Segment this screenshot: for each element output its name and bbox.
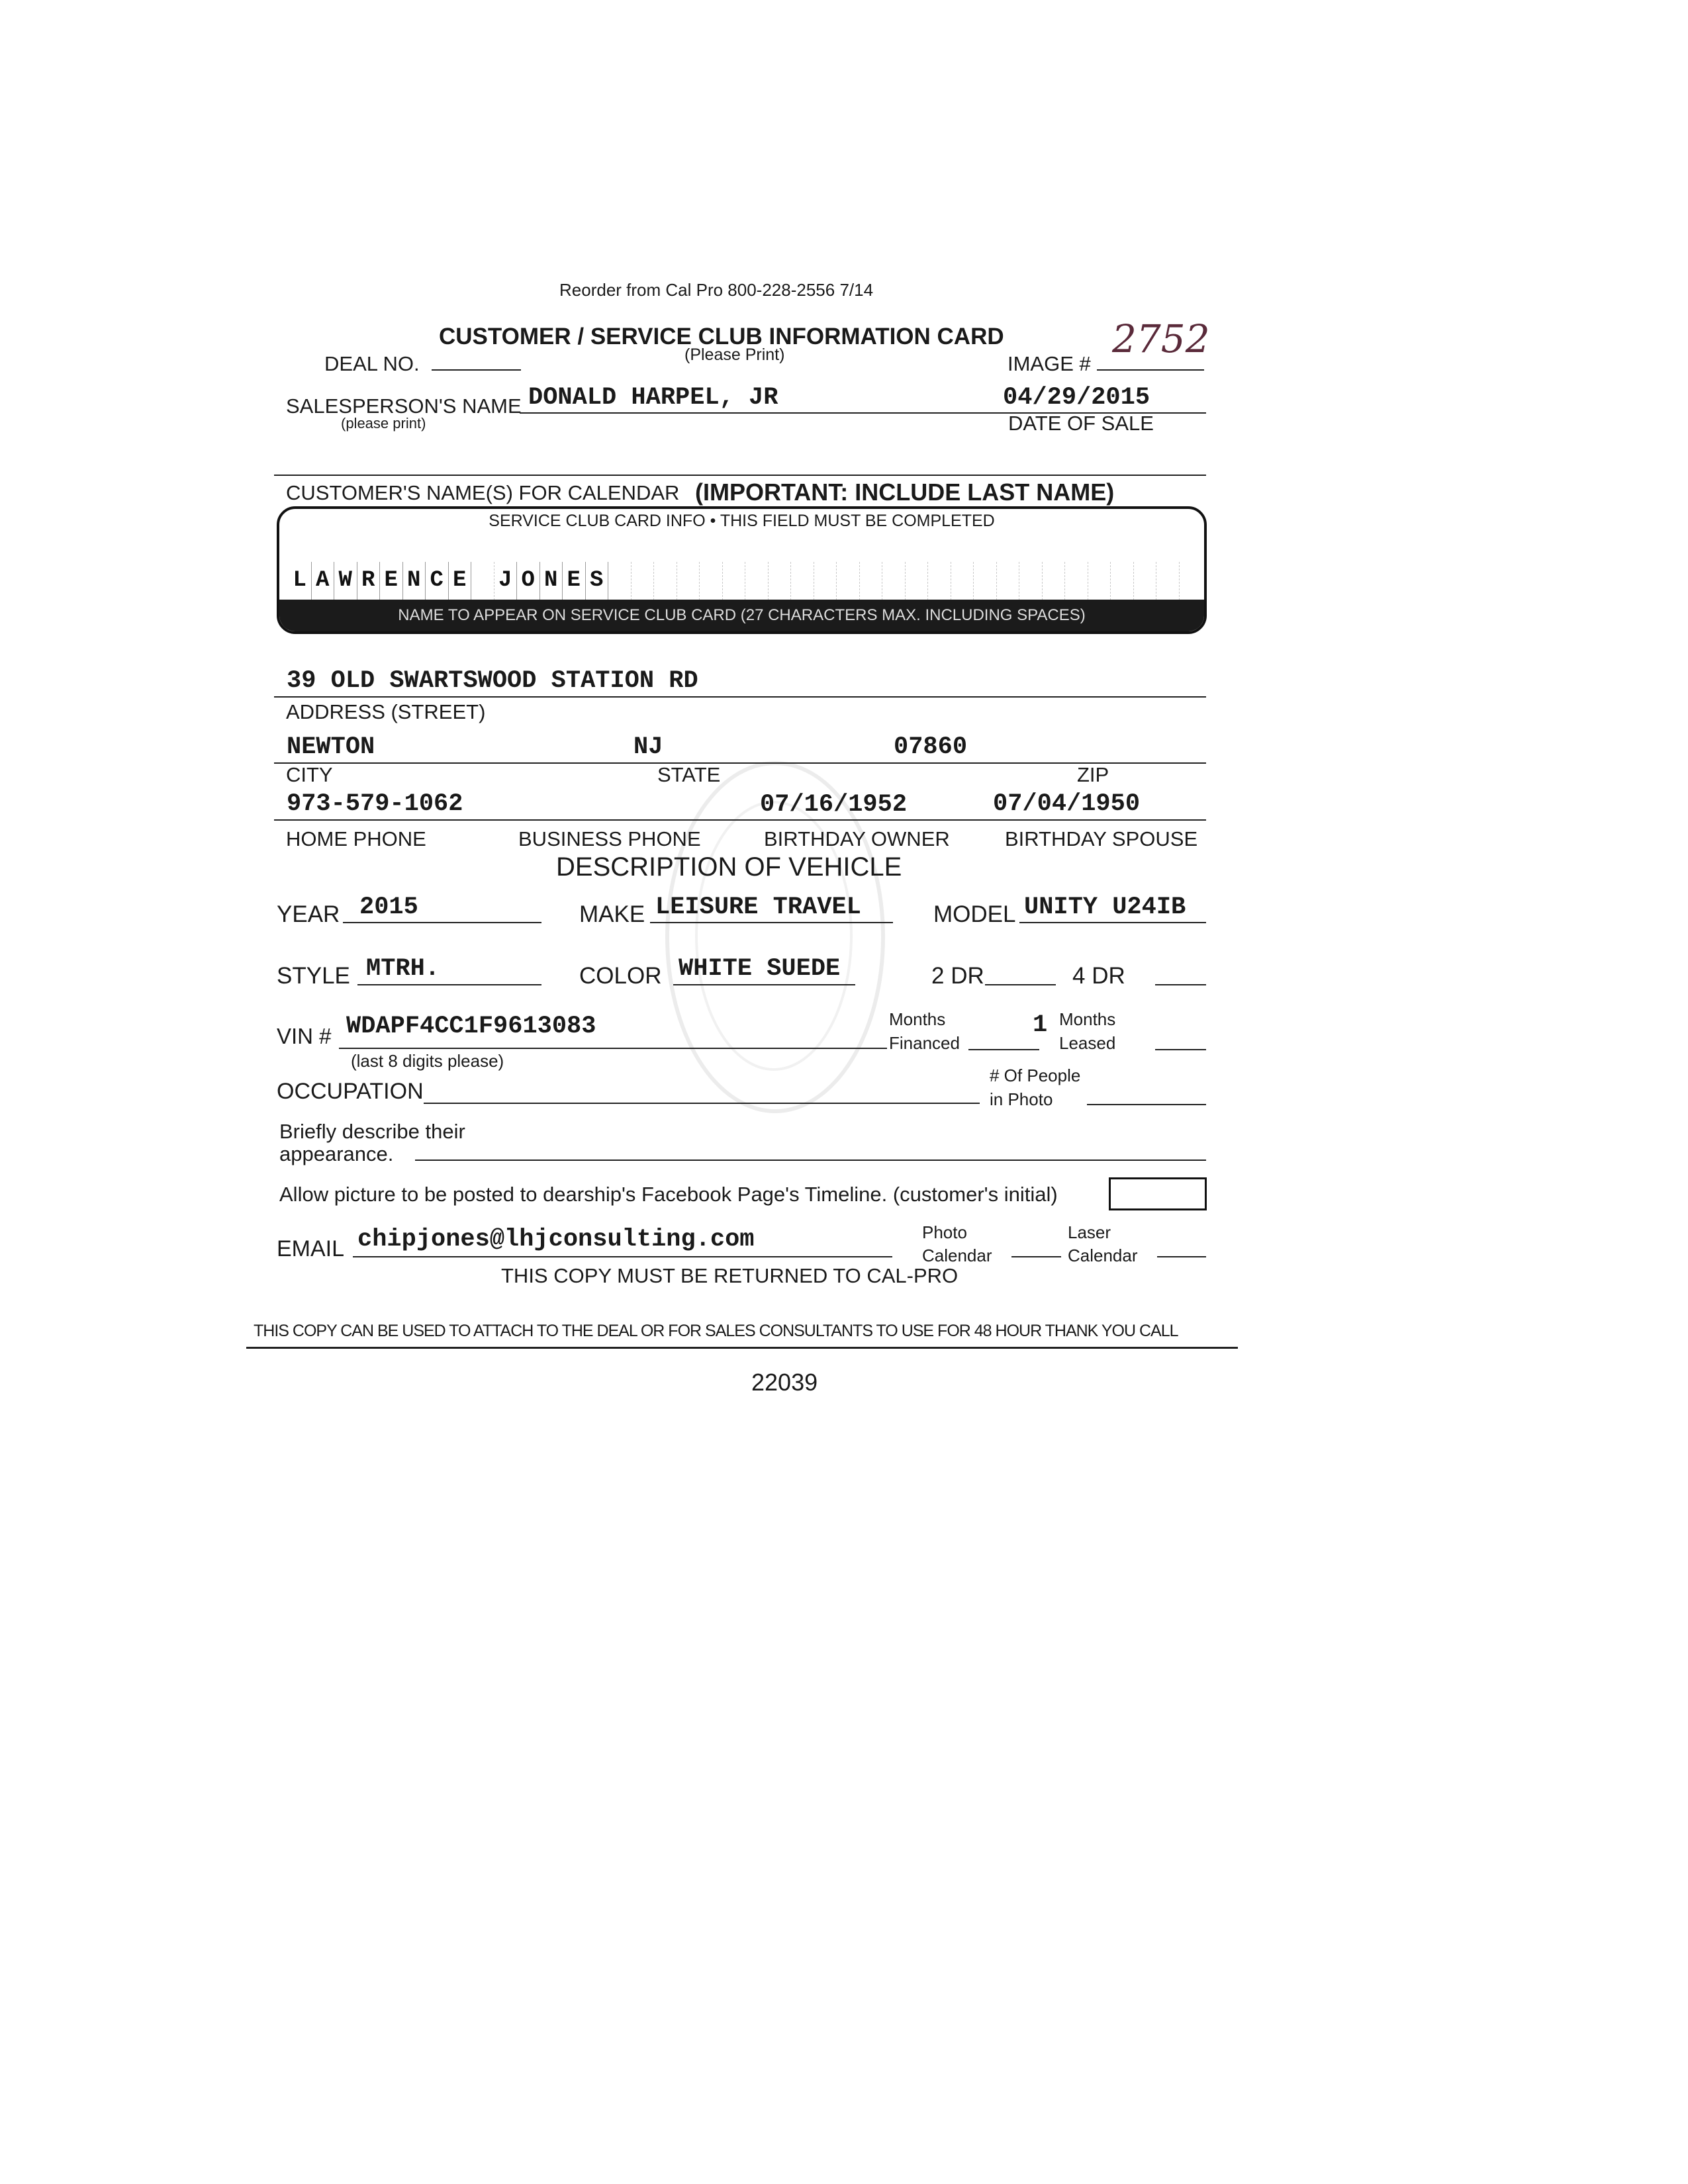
name-letter-cell bbox=[1019, 562, 1043, 600]
name-letter-cell: L bbox=[289, 562, 312, 600]
describe-label-2: appearance. bbox=[279, 1142, 394, 1165]
state-value: NJ bbox=[633, 733, 663, 761]
months-financed-label-top: Months bbox=[889, 1009, 946, 1029]
make-value: LEISURE TRAVEL bbox=[655, 893, 861, 921]
email-line bbox=[353, 1256, 892, 1257]
name-letter-cell bbox=[1156, 562, 1180, 600]
zip-value: 07860 bbox=[894, 733, 968, 761]
name-letter-cell bbox=[974, 562, 997, 600]
home-phone-label: HOME PHONE bbox=[286, 827, 426, 850]
describe-label-1: Briefly describe their bbox=[279, 1120, 465, 1143]
people-in-photo-label-1: # Of People bbox=[990, 1066, 1081, 1085]
street-line bbox=[274, 696, 1206, 698]
name-letter-cell bbox=[791, 562, 814, 600]
name-letter-cell bbox=[837, 562, 860, 600]
salesperson-sublabel: (please print) bbox=[341, 415, 426, 432]
name-letter-cell: E bbox=[563, 562, 586, 600]
state-label: STATE bbox=[657, 763, 721, 786]
name-letter-cell: N bbox=[540, 562, 563, 600]
please-print-note: (Please Print) bbox=[684, 345, 785, 364]
phone-line bbox=[274, 819, 1206, 821]
model-line bbox=[1019, 922, 1206, 923]
form-title: CUSTOMER / SERVICE CLUB INFORMATION CARD bbox=[439, 324, 1004, 349]
name-letter-cell bbox=[1065, 562, 1088, 600]
name-letter-cell: S bbox=[586, 562, 609, 600]
laser-calendar-line bbox=[1157, 1256, 1206, 1257]
months-financed-line bbox=[968, 1049, 1039, 1050]
four-door-line bbox=[1155, 984, 1206, 985]
city-label: CITY bbox=[286, 763, 333, 786]
color-line bbox=[673, 984, 855, 985]
name-letter-cell: R bbox=[357, 562, 381, 600]
footer-line bbox=[246, 1347, 1238, 1349]
business-phone-label: BUSINESS PHONE bbox=[518, 827, 701, 850]
email-label: EMAIL bbox=[277, 1236, 345, 1261]
photo-calendar-line bbox=[1011, 1256, 1061, 1257]
year-line bbox=[343, 922, 541, 923]
months-leased-label-top: Months bbox=[1059, 1009, 1116, 1029]
name-instruction-bar bbox=[279, 600, 1204, 631]
vin-value: WDAPF4CC1F9613083 bbox=[346, 1013, 596, 1040]
street-label: ADDRESS (STREET) bbox=[286, 700, 486, 723]
city-line bbox=[274, 762, 1206, 764]
birthday-owner-label: BIRTHDAY OWNER bbox=[764, 827, 950, 850]
street-value: 39 OLD SWARTSWOOD STATION RD bbox=[287, 667, 698, 695]
name-letter-cell: W bbox=[334, 562, 357, 600]
calendar-name-important: (IMPORTANT: INCLUDE LAST NAME) bbox=[695, 478, 1115, 506]
name-letter-cell: E bbox=[380, 562, 403, 600]
months-financed-label: Financed bbox=[889, 1033, 960, 1053]
image-no-line bbox=[1097, 369, 1204, 371]
name-letter-cell bbox=[632, 562, 655, 600]
name-letter-cell bbox=[1111, 562, 1134, 600]
make-line bbox=[650, 922, 893, 923]
name-letter-cell: E bbox=[449, 562, 472, 600]
facebook-consent-label: Allow picture to be posted to dearship's Facebook Page's Timeline. (customer's initial) bbox=[279, 1183, 1058, 1206]
name-letter-cell bbox=[769, 562, 792, 600]
birthday-spouse-label: BIRTHDAY SPOUSE bbox=[1005, 827, 1198, 850]
birthday-owner-value: 07/16/1952 bbox=[760, 791, 908, 819]
people-in-photo-label-2: in Photo bbox=[990, 1089, 1053, 1109]
name-letter-cell: J bbox=[494, 562, 518, 600]
name-letter-cell bbox=[951, 562, 974, 600]
model-label: MODEL bbox=[933, 901, 1016, 927]
deal-no-line bbox=[432, 369, 521, 371]
make-label: MAKE bbox=[579, 901, 645, 927]
people-in-photo-line bbox=[1087, 1104, 1206, 1105]
year-label: YEAR bbox=[277, 901, 340, 927]
reorder-note: Reorder from Cal Pro 800-228-2556 7/14 bbox=[559, 280, 874, 300]
four-door-label: 4 DR bbox=[1072, 963, 1125, 989]
describe-line bbox=[415, 1160, 1206, 1161]
image-no-handwritten: 2752 bbox=[1112, 316, 1210, 361]
two-door-line bbox=[985, 984, 1056, 985]
photo-calendar-label-top: Photo bbox=[922, 1222, 967, 1242]
vehicle-heading: DESCRIPTION OF VEHICLE bbox=[556, 852, 902, 882]
occupation-label: OCCUPATION bbox=[277, 1079, 424, 1104]
name-letter-cell bbox=[997, 562, 1020, 600]
name-letter-cell bbox=[471, 562, 494, 600]
date-of-sale-label: DATE OF SALE bbox=[1008, 412, 1154, 435]
name-letter-cell bbox=[677, 562, 700, 600]
salesperson-label: SALESPERSON'S NAME bbox=[286, 394, 522, 418]
name-letter-cell bbox=[700, 562, 723, 600]
months-leased-label: Leased bbox=[1059, 1033, 1116, 1053]
color-label: COLOR bbox=[579, 963, 662, 989]
photo-calendar-label: Calendar bbox=[922, 1246, 992, 1265]
year-value: 2015 bbox=[359, 893, 418, 921]
name-letter-cells bbox=[289, 562, 1180, 600]
style-line bbox=[357, 984, 541, 985]
model-value: UNITY U24IB bbox=[1024, 893, 1186, 921]
name-letter-cell bbox=[745, 562, 769, 600]
calendar-name-label: CUSTOMER'S NAME(S) FOR CALENDAR bbox=[286, 481, 680, 504]
service-club-box-title: SERVICE CLUB CARD INFO • THIS FIELD MUST BE COMPLETED bbox=[489, 512, 995, 530]
months-leased-line bbox=[1155, 1049, 1206, 1050]
style-value: MTRH. bbox=[366, 955, 440, 983]
city-value: NEWTON bbox=[287, 733, 375, 761]
email-value: chipjones@lhjconsulting.com bbox=[357, 1226, 755, 1253]
name-letter-cell: O bbox=[517, 562, 540, 600]
name-letter-cell bbox=[1134, 562, 1157, 600]
vin-line bbox=[339, 1048, 887, 1049]
laser-calendar-label-top: Laser bbox=[1068, 1222, 1111, 1242]
name-letter-cell bbox=[928, 562, 951, 600]
name-letter-cell: A bbox=[312, 562, 335, 600]
name-letter-cell bbox=[723, 562, 746, 600]
style-label: STYLE bbox=[277, 963, 350, 989]
home-phone-value: 973-579-1062 bbox=[287, 790, 463, 818]
vin-note: (last 8 digits please) bbox=[351, 1051, 504, 1071]
name-letter-cell: C bbox=[426, 562, 449, 600]
deal-no-label: DEAL NO. bbox=[324, 352, 420, 375]
two-door-label: 2 DR bbox=[931, 963, 984, 989]
service-club-name-box bbox=[277, 506, 1207, 634]
section-divider bbox=[274, 475, 1206, 476]
image-no-label: IMAGE # bbox=[1008, 352, 1091, 375]
zip-label: ZIP bbox=[1077, 763, 1109, 786]
name-letter-cell bbox=[860, 562, 883, 600]
return-note: THIS COPY MUST BE RETURNED TO CAL-PRO bbox=[501, 1264, 959, 1287]
date-of-sale-value: 04/29/2015 bbox=[1003, 384, 1150, 412]
color-value: WHITE SUEDE bbox=[679, 955, 841, 983]
months-leased-value: 1 bbox=[1033, 1011, 1048, 1039]
name-letter-cell bbox=[654, 562, 677, 600]
name-letter-cell: N bbox=[403, 562, 426, 600]
name-letter-cell bbox=[814, 562, 837, 600]
footer-note: THIS COPY CAN BE USED TO ATTACH TO THE DEAL OR FOR SALES CONSULTANTS TO USE FOR 48 HOUR THANK YOU CALL bbox=[254, 1322, 1178, 1340]
name-letter-cell bbox=[1043, 562, 1066, 600]
name-letter-cell bbox=[906, 562, 929, 600]
birthday-spouse-value: 07/04/1950 bbox=[993, 790, 1141, 818]
name-letter-cell bbox=[1088, 562, 1111, 600]
salesperson-value: DONALD HARPEL, JR bbox=[528, 384, 778, 412]
occupation-line bbox=[424, 1103, 980, 1104]
name-instruction-text: NAME TO APPEAR ON SERVICE CLUB CARD (27 CHARACTERS MAX. INCLUDING SPACES) bbox=[398, 606, 1086, 624]
form-number: 22039 bbox=[751, 1369, 818, 1396]
vin-label: VIN # bbox=[277, 1024, 332, 1048]
customer-initial-box[interactable] bbox=[1109, 1177, 1207, 1210]
name-letter-cell bbox=[608, 562, 632, 600]
laser-calendar-label: Calendar bbox=[1068, 1246, 1138, 1265]
name-letter-cell bbox=[882, 562, 906, 600]
